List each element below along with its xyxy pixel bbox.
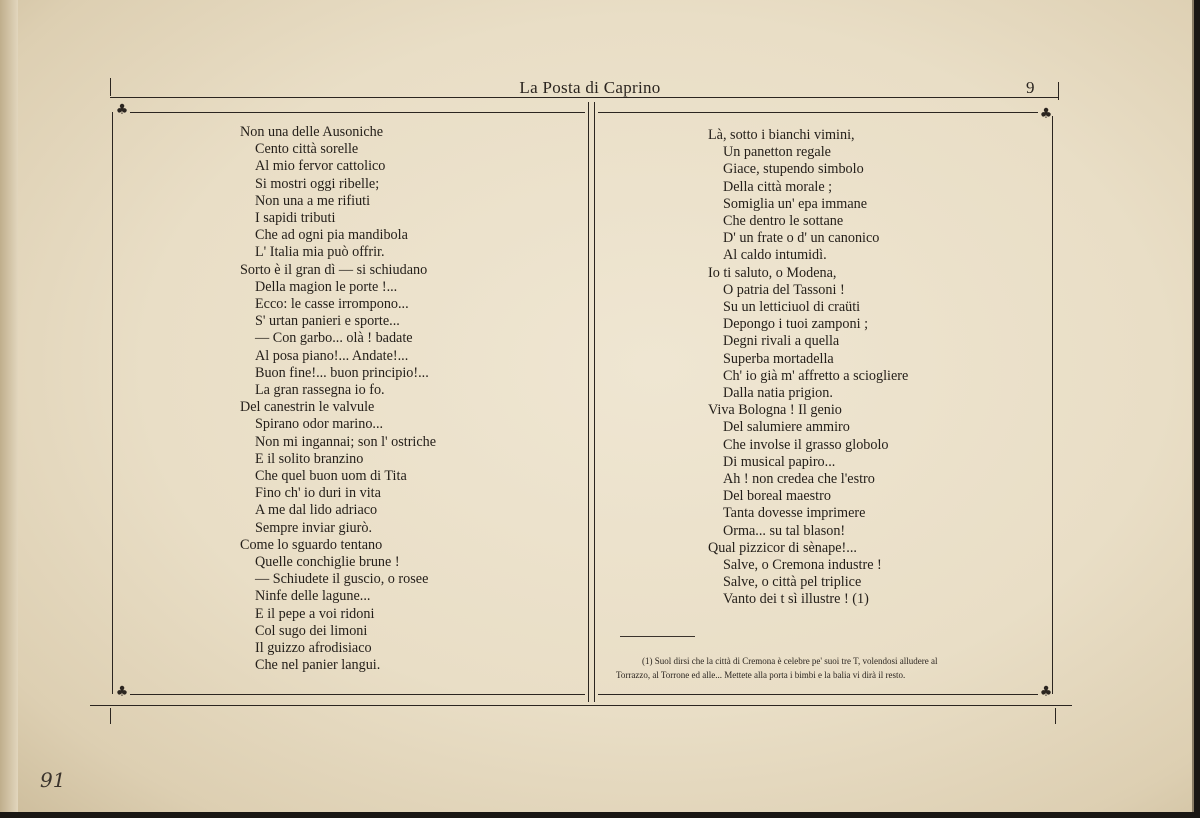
frame-left-rule <box>112 112 113 694</box>
verse-line: Tanta dovesse imprimere <box>723 505 866 522</box>
verse-line: Si mostri oggi ribelle; <box>255 175 380 192</box>
verse-line: Un panetton regale <box>723 144 831 161</box>
verse-line: Del boreal maestro <box>723 488 831 505</box>
page-number: 9 <box>1026 78 1035 97</box>
club-ornament-icon: ♣ <box>1039 106 1053 122</box>
handwritten-page-number: 91 <box>40 768 66 792</box>
verse-line: Del salumiere ammiro <box>723 419 850 436</box>
footnote-rule <box>620 636 695 637</box>
verse-line: Salve, o città pel triplice <box>723 574 862 591</box>
verse-line: Che involse il grasso globolo <box>723 436 889 453</box>
verse-line: L' Italia mia può offrir. <box>255 244 385 261</box>
verse-line: Ah ! non credea che l'estro <box>723 471 875 488</box>
verse-line: Come lo sguardo tentano <box>240 536 383 553</box>
verse-line: Dalla natia prigion. <box>723 385 833 402</box>
footer-tick-left <box>110 708 111 724</box>
verse-line: Spirano odor marino... <box>255 416 384 433</box>
footnote <box>616 654 1028 682</box>
book-spine-shadow <box>0 0 18 812</box>
verse-line: Fino ch' io duri in vita <box>255 485 381 502</box>
verse-line: Giace, stupendo simbolo <box>723 161 864 178</box>
verse-line: Depongo i tuoi zamponi ; <box>723 316 869 333</box>
verse-line: Al caldo intumidì. <box>723 247 827 264</box>
verse-line: Orma... su tal blason! <box>723 522 846 539</box>
verse-line: Io ti saluto, o Modena, <box>708 264 837 281</box>
verse-line: — Schiudete il guscio, o rosee <box>255 571 429 588</box>
frame-center-rule-a <box>588 102 589 702</box>
verse-line: Cento città sorelle <box>255 141 359 158</box>
verse-line: Che quel buon uom di Tita <box>255 468 407 485</box>
verse-line: Del canestrin le valvule <box>240 399 375 416</box>
frame-bottom-rule-left <box>130 694 585 695</box>
club-ornament-icon: ♣ <box>115 102 129 118</box>
footnote-line-2: Torrazzo, al Torrone ed alle... Mettete alla porta i bimbi e la balia vi dirà il resto. <box>616 670 906 680</box>
verse-line: Al posa piano!... Andate!... <box>255 347 409 364</box>
poem-column-right <box>708 127 908 609</box>
header-tick-right <box>1058 82 1059 100</box>
poem-column-left <box>240 124 436 675</box>
verse-line: La gran rassegna io fo. <box>255 382 385 399</box>
verse-line: Sempre inviar giurò. <box>255 519 373 536</box>
verse-line: A me dal lido adriaco <box>255 502 378 519</box>
verse-line: Ninfe delle lagune... <box>255 588 371 605</box>
verse-line: E il pepe a voi ridoni <box>255 605 375 622</box>
club-ornament-icon: ♣ <box>1039 684 1053 700</box>
verse-line: Che dentro le sottane <box>723 213 844 230</box>
footer-rule <box>90 705 1072 706</box>
verse-line: Il guizzo afrodisiaco <box>255 640 372 657</box>
verse-line: Su un letticiuol di craüti <box>723 299 861 316</box>
verse-line: Non una a me rifiuti <box>255 192 371 209</box>
verse-line: Non mi ingannai; son l' ostriche <box>255 433 437 450</box>
verse-line: Di musical papiro... <box>723 453 836 470</box>
verse-line: Al mio fervor cattolico <box>255 158 386 175</box>
frame-top-rule-left <box>130 112 585 113</box>
club-ornament-icon: ♣ <box>115 684 129 700</box>
verse-line: O patria del Tassoni ! <box>723 281 845 298</box>
footer-tick-right <box>1055 708 1056 724</box>
verse-line: Ecco: le casse irrompono... <box>255 296 409 313</box>
verse-line: Qual pizzicor di sènape!... <box>708 539 857 556</box>
verse-line: Là, sotto i bianchi vimini, <box>708 127 855 143</box>
verse-line: Somiglia un' epa immane <box>723 195 868 212</box>
header-tick-left <box>110 78 111 96</box>
verse-line: I sapidi tributi <box>255 210 336 227</box>
verse-line: Superba mortadella <box>723 350 834 367</box>
verse-line: Degni rivali a quella <box>723 333 840 350</box>
verse-line: Viva Bologna ! Il genio <box>708 402 842 419</box>
header-rule <box>110 97 1058 98</box>
running-header-title: La Posta di Caprino <box>519 78 661 97</box>
verse-line: Quelle conchiglie brune ! <box>255 554 400 571</box>
verse-line: S' urtan panieri e sporte... <box>255 313 400 330</box>
verse-line: Della città morale ; <box>723 178 833 195</box>
footnote-line-1: (1) Suol dirsi che la città di Cremona è celebre pe' suoi tre T, volendosi alludere al <box>642 656 938 666</box>
verse-line: Salve, o Cremona industre ! <box>723 557 882 574</box>
verse-line: Ch' io già m' affretto a sciogliere <box>723 367 909 384</box>
verse-line: Buon fine!... buon principio!... <box>255 364 429 381</box>
verse-line: Sorto è il gran dì — si schiudano <box>240 261 428 278</box>
verse-line: — Con garbo... olà ! badate <box>255 330 413 347</box>
verse-line: D' un frate o d' un canonico <box>723 230 880 247</box>
verse-line: Non una delle Ausoniche <box>240 124 384 140</box>
verse-line: Che ad ogni pia mandibola <box>255 227 408 244</box>
frame-right-rule <box>1052 116 1053 694</box>
verse-line: Che nel panier langui. <box>255 657 381 674</box>
frame-top-rule-right <box>598 112 1038 113</box>
frame-bottom-rule-right <box>598 694 1038 695</box>
verse-line: Vanto dei t sì illustre ! (1) <box>723 591 869 608</box>
frame-center-rule-b <box>594 102 595 702</box>
verse-line: E il solito branzino <box>255 450 364 467</box>
verse-line: Col sugo dei limoni <box>255 622 368 639</box>
verse-line: Della magion le porte !... <box>255 278 398 295</box>
